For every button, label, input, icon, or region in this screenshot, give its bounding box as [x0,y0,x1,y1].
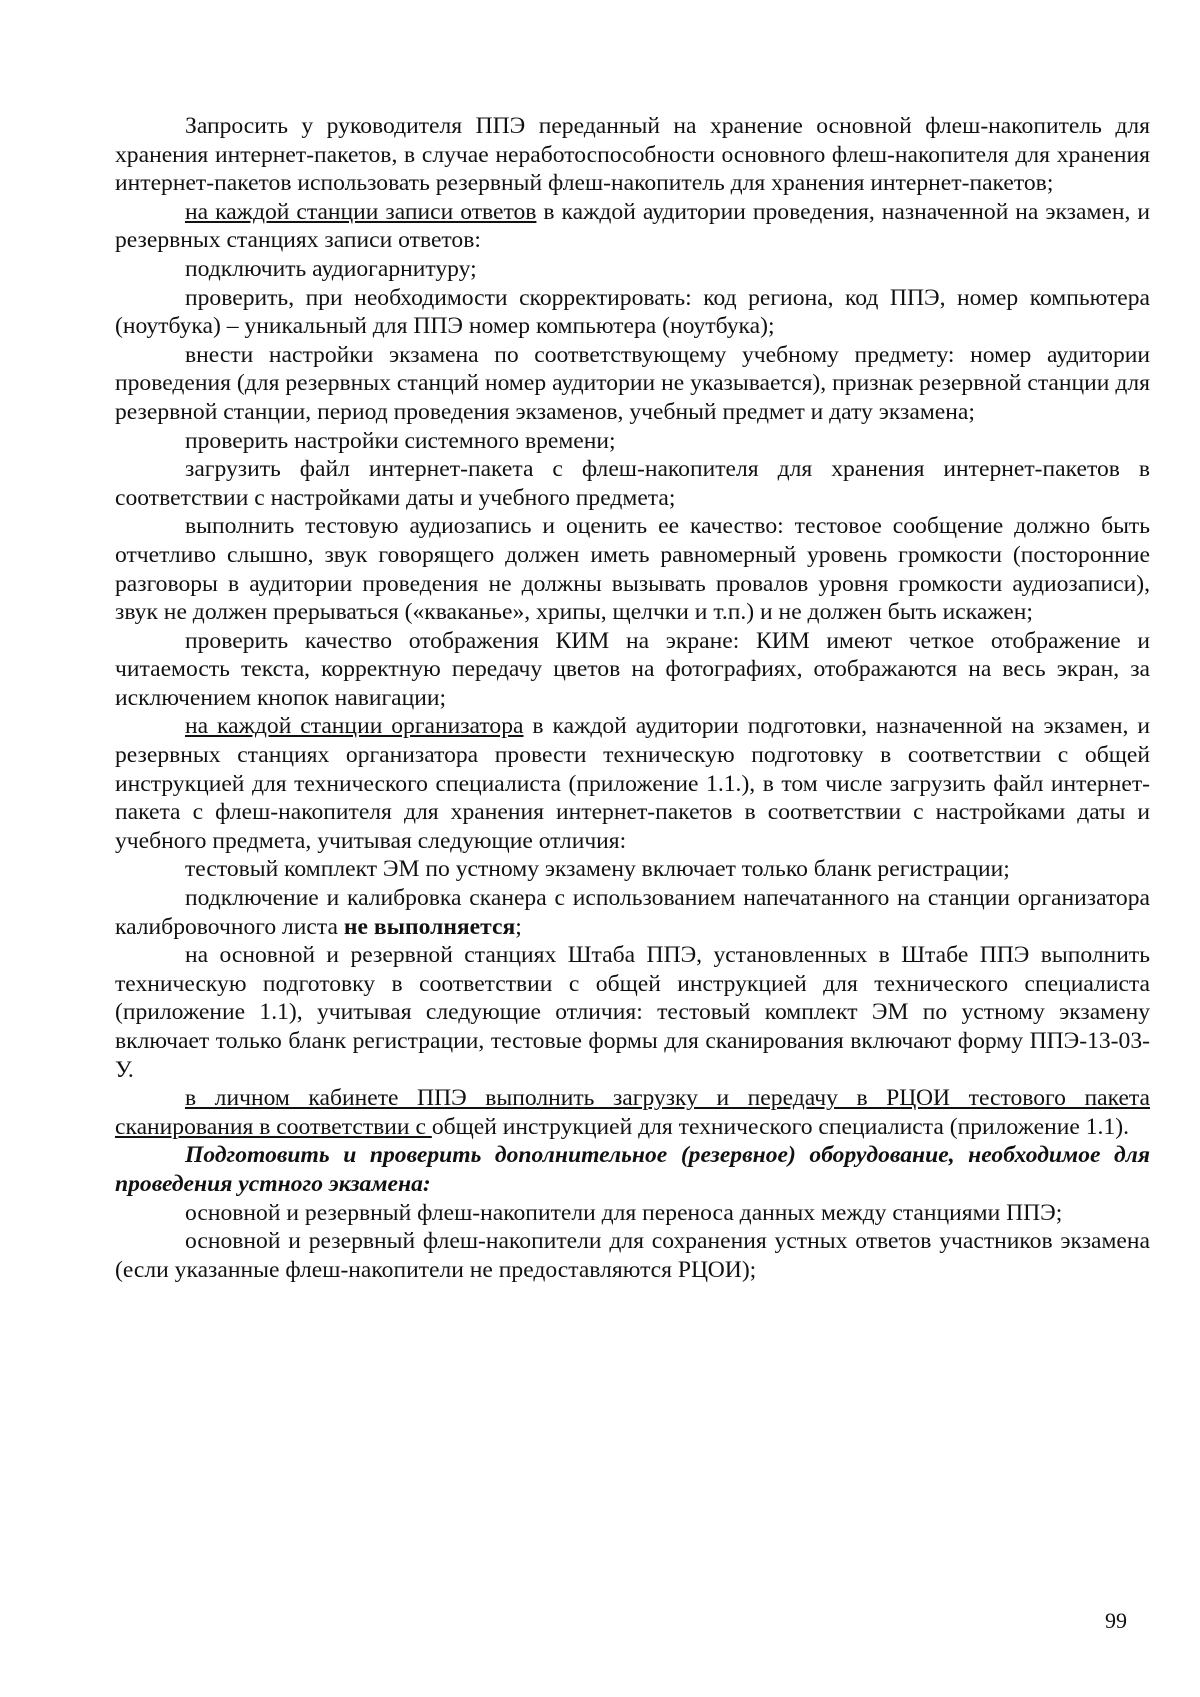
paragraph: на каждой станции организатора в каждой аудитории подготовки, назначенной на экзамен, и резервных станциях организатора провести техническую подготовку в соответствии с общей инструкцией для технического специалиста (приложение 1.1.), в том числе загрузить файл интернет-пакета с флеш-накопителя для хранения интернет-пакетов в соответствии с настройками даты и учебного предмета, учитывая следующие отличия: [115,713,1151,854]
paragraph: внести настройки экзамена по соответствующему учебному предмету: номер аудитории проведения (для резервных станций номер аудитории не указывается), признак резервной станции для резервной станции, период проведения экзаменов, учебный предмет и дату экзамена; [115,341,1150,425]
bold-text: не выполняется [343,913,516,940]
paragraph: основной и резервный флеш-накопители для сохранения устных ответов участников экзамена (если указанные флеш-накопители не предоставляются РЦОИ); [115,1228,1150,1283]
paragraph: Запросить у руководителя ППЭ переданный на хранение основной флеш-накопитель для хранения интернет-пакетов, в случае неработоспособности основного флеш-накопителя для хранения интернет-пакетов использовать резервный флеш-накопитель для хранения интернет-пакетов; [115,113,1150,197]
underlined-heading: в личном кабинете ППЭ выполнить загрузку и передачу в РЦОИ тестового пакета сканирования в соответствии с [115,1085,1150,1140]
paragraph: загрузить файл интернет-пакета с флеш-накопителя для хранения интернет-пакетов в соответствии с настройками даты и учебного предмета; [115,456,1150,511]
paragraph: подключение и калибровка сканера с использованием напечатанного на станции организатора калибровочного листа не выполняется; [115,885,1150,940]
paragraph: на каждой станции записи ответов в каждой аудитории проведения, назначенной на экзамен, и резервных станциях записи ответов: [115,198,1150,254]
page-number: 99 [1105,1608,1127,1633]
document-body [115,112,1150,1284]
underlined-heading: на каждой станции организатора [185,713,524,740]
underlined-heading: на каждой станции записи ответов [185,198,537,225]
paragraph: основной и резервный флеш-накопители для переноса данных между станциями ППЭ; [185,1199,1063,1226]
bold-italic-heading: Подготовить и проверить дополнительное (резервное) оборудование, необходимое для проведения устного экзамена: [115,1142,1150,1197]
paragraph: на основной и резервной станциях Штаба ППЭ, установленных в Штабе ППЭ выполнить техническую подготовку в соответствии с общей инструкцией для технического специалиста (приложение 1.1), учитывая следующие отличия: тестовый комплект ЭМ по устному экзамену включает только бланк регистрации, тестовые формы для сканирования включают форму ППЭ-13-03-У. [115,942,1150,1083]
paragraph: подключить аудиогарнитуру; [185,255,477,282]
paragraph: выполнить тестовую аудиозапись и оценить ее качество: тестовое сообщение должно быть отчетливо слышно, звук говорящего должен иметь равномерный уровень громкости (посторонние разговоры в аудитории проведения не должны вызывать провалов уровня громкости аудиозаписи), звук не должен прерываться («кваканье», хрипы, щелчки и т.п.) и не должен быть искажен; [115,513,1150,626]
paragraph: тестовый комплект ЭМ по устному экзамену включает только бланк регистрации; [185,856,1010,883]
paragraph: проверить, при необходимости скорректировать: код региона, код ППЭ, номер компьютера (ноутбука) – уникальный для ППЭ номер компьютера (ноутбука); [115,284,1150,340]
paragraph: проверить настройки системного времени; [185,427,616,454]
paragraph: в личном кабинете ППЭ выполнить загрузку и передачу в РЦОИ тестового пакета сканирования в соответствии с общей инструкцией для технического специалиста (приложение 1.1). [115,1085,1150,1140]
paragraph: проверить качество отображения КИМ на экране: КИМ имеют четкое отображение и читаемость текста, корректную передачу цветов на фотографиях, отображаются на весь экран, за исключением кнопок навигации; [115,627,1150,711]
paragraph [115,1141,1150,1198]
